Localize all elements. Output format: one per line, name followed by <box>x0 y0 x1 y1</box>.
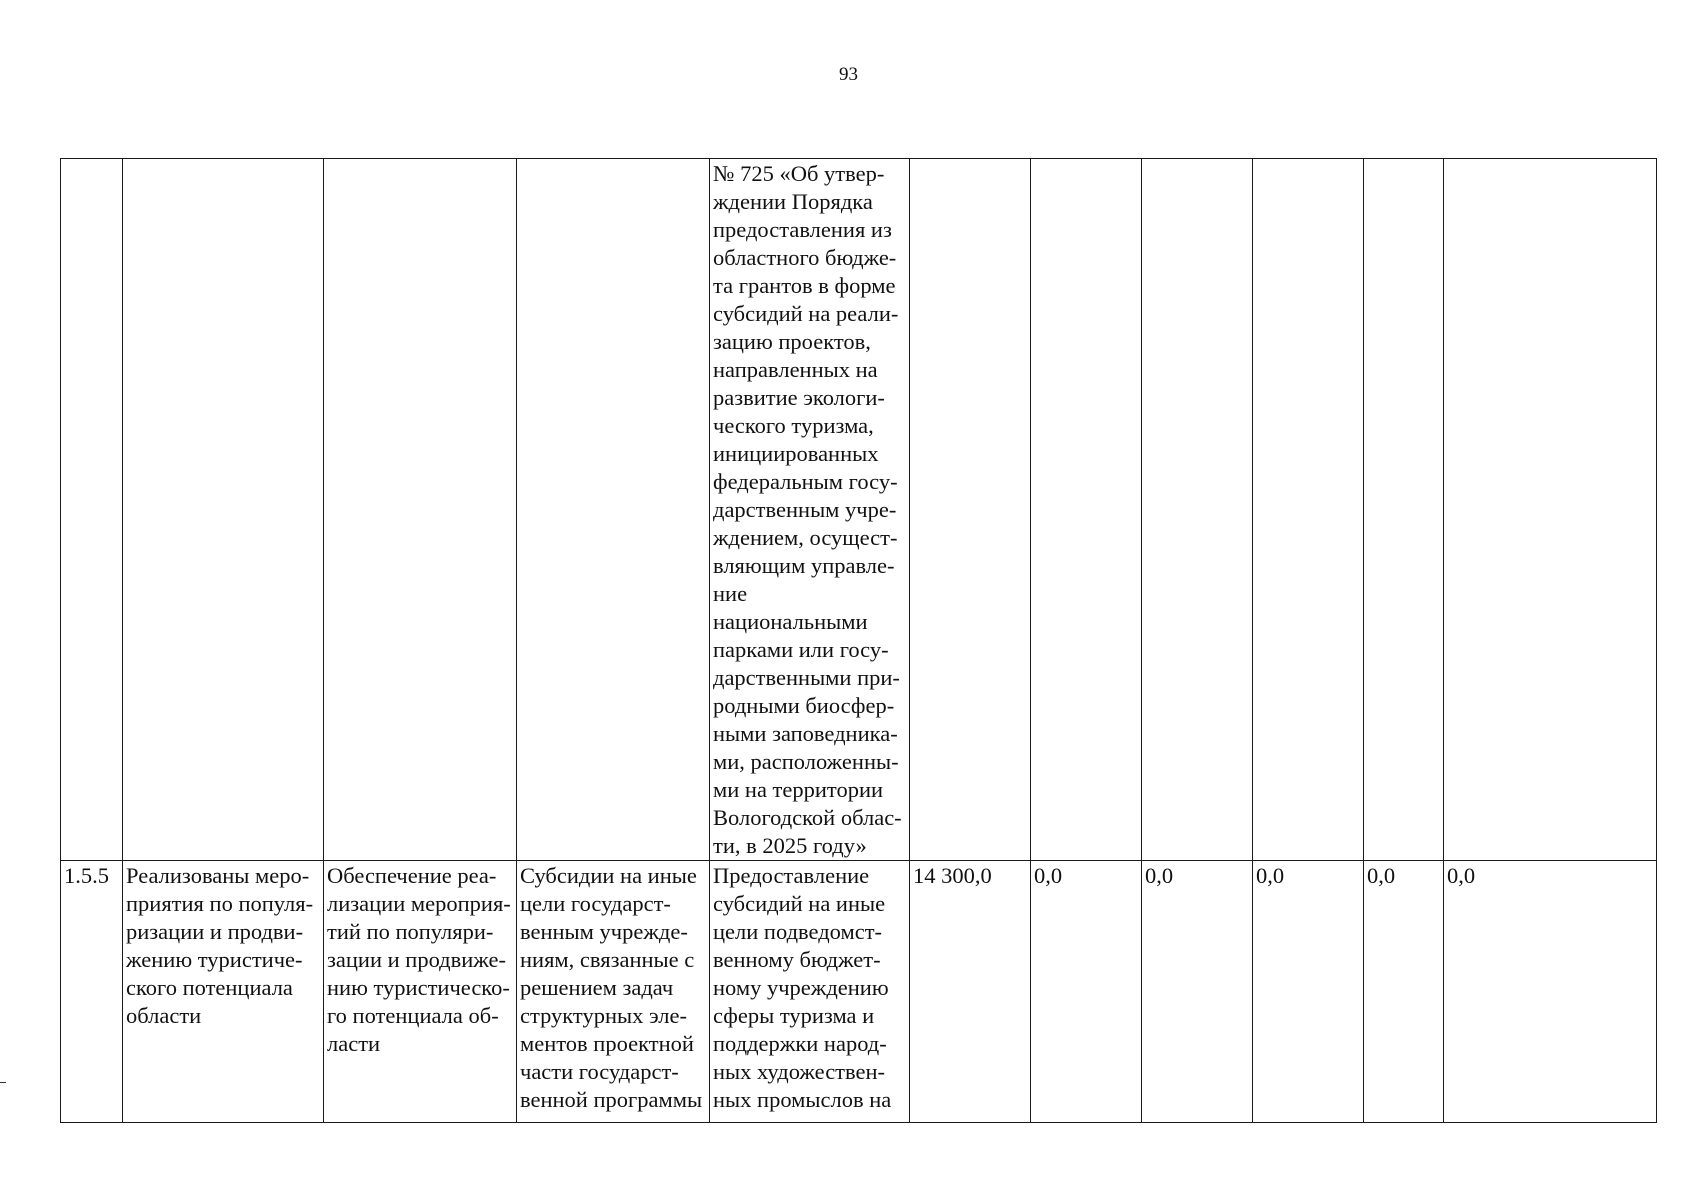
description-text: Предоставление субсидий на иные цели подведомст- венному бюджет- ному учреждению сферы туризма и поддержки народ- ных художествен- ных промыслов на <box>713 863 892 1112</box>
value-text: 0,0 <box>1256 863 1285 888</box>
task-cell <box>324 159 517 861</box>
task-text: Обеспечение реа- лизации мероприя- тий по популяри- зации и продвиже- нию туристическо- го потенциала об- ласти <box>327 863 511 1056</box>
subsidy-type-cell <box>517 159 710 861</box>
value-text: 0,0 <box>1145 863 1174 888</box>
result-cell <box>123 861 324 1123</box>
value-cell-1 <box>910 159 1031 861</box>
value-cell-2 <box>1031 861 1142 1123</box>
value-cell-4 <box>1253 861 1364 1123</box>
value-cell-6 <box>1444 861 1657 1123</box>
row-number: 1.5.5 <box>64 863 109 888</box>
value-text: 14 300,0 <box>913 863 992 888</box>
value-cell-4 <box>1253 159 1364 861</box>
scan-edge-mark <box>0 1082 6 1083</box>
value-text: 0,0 <box>1034 863 1063 888</box>
task-cell <box>324 861 517 1123</box>
number-cell <box>61 861 123 1123</box>
description-cell <box>710 861 910 1123</box>
subsidy-type-text: Субсидии на иные цели государст- венным учрежде- ниям, связанные с решением задач структурных эле- ментов проектной части государст- венной программы <box>520 863 703 1112</box>
value-cell-3 <box>1142 861 1253 1123</box>
result-text: Реализованы меро- приятия по популя- ризации и продви- жению туристиче- ского потенциала области <box>126 863 314 1028</box>
subsidy-type-cell <box>517 861 710 1123</box>
program-table <box>60 158 1657 1123</box>
value-cell-5 <box>1364 159 1444 861</box>
value-cell-6 <box>1444 159 1657 861</box>
table-row-continued <box>61 159 1657 861</box>
result-cell <box>123 159 324 861</box>
value-cell-3 <box>1142 159 1253 861</box>
value-cell-2 <box>1031 159 1142 861</box>
legal-act-cell <box>710 159 910 861</box>
value-text: 0,0 <box>1367 863 1396 888</box>
value-cell-1 <box>910 861 1031 1123</box>
table-row-1-5-5 <box>61 861 1657 1123</box>
number-cell <box>61 159 123 861</box>
value-text: 0,0 <box>1447 863 1476 888</box>
value-cell-5 <box>1364 861 1444 1123</box>
page-number: 93 <box>839 64 858 85</box>
legal-act-text: № 725 «Об утвер- ждении Порядка предоставления из областного бюдже- та грантов в форме субсидий на реали- зацию проектов, направленных на развитие экологи- ческого туризма, инициированных федеральным госу- дарственным учре- ждением, осущест- вляющим управле- ние национальными парками или госу- дарственными при- родными биосфер- ными заповедника- ми, расположенны- ми на территории Вологодской облас- ти, в 2025 году» <box>713 161 902 858</box>
